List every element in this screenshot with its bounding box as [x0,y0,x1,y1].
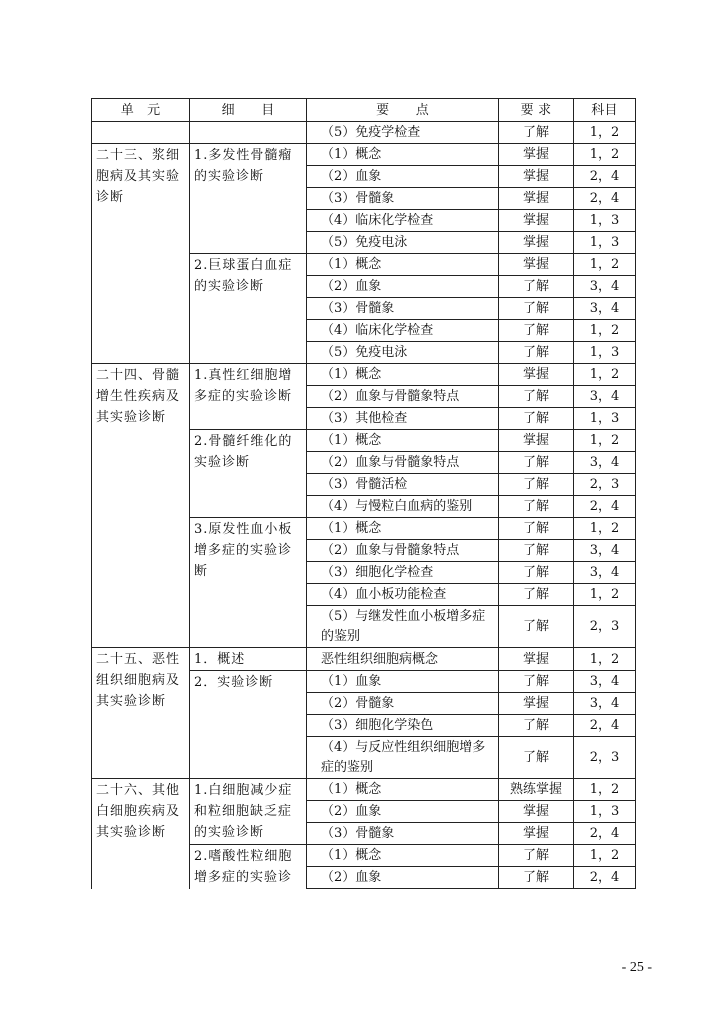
unit-cell: 二十三、浆细胞病及其实验诊断 [92,144,190,364]
point-cell: （2）骨髓象 [307,693,499,715]
point-cell: （2）血象与骨髓象特点 [307,452,499,474]
point-cell: （5）免疫电泳 [307,342,499,364]
page-number: - 25 - [621,960,652,975]
requirement-cell: 了解 [499,518,574,540]
subject-cell: 1，2 [574,518,636,540]
point-cell: （3）骨髓象 [307,823,499,845]
requirement-cell: 掌握 [499,210,574,232]
subject-cell: 1，2 [574,648,636,671]
point-cell: （3）骨髓象 [307,298,499,320]
subject-cell: 1，2 [574,320,636,342]
requirement-cell: 了解 [499,671,574,693]
point-cell: （4）与反应性组织细胞增多症的鉴别 [307,737,499,779]
requirement-cell: 了解 [499,452,574,474]
subject-cell: 1，3 [574,408,636,430]
table-row [92,779,636,801]
requirement-cell: 了解 [499,298,574,320]
point-cell: （5）免疫电泳 [307,232,499,254]
point-cell: （3）其他检查 [307,408,499,430]
subject-cell: 1，2 [574,144,636,166]
table-row [92,648,636,671]
point-cell: （2）血象与骨髓象特点 [307,386,499,408]
requirement-cell: 了解 [499,408,574,430]
requirement-cell: 掌握 [499,693,574,715]
requirement-cell: 掌握 [499,801,574,823]
subject-cell: 2，4 [574,715,636,737]
requirement-cell: 掌握 [499,364,574,386]
item-cell: 1．概述 [190,648,307,671]
table-row [92,364,636,386]
point-cell: （1）概念 [307,364,499,386]
subject-cell: 1，2 [574,430,636,452]
point-cell: （4）与慢粒白血病的鉴别 [307,496,499,518]
requirement-cell: 了解 [499,562,574,584]
subject-cell: 2，3 [574,474,636,496]
subject-cell: 3，4 [574,386,636,408]
point-cell: （4）临床化学检查 [307,210,499,232]
requirement-cell: 了解 [499,606,574,648]
subject-cell: 2，3 [574,606,636,648]
requirement-cell: 了解 [499,276,574,298]
table-row [92,144,636,166]
requirement-cell: 了解 [499,342,574,364]
requirement-cell: 掌握 [499,144,574,166]
subject-cell: 1，3 [574,801,636,823]
syllabus-table [91,98,636,889]
point-cell: （2）血象与骨髓象特点 [307,540,499,562]
requirement-cell: 了解 [499,737,574,779]
requirement-cell: 熟练掌握 [499,779,574,801]
header-subject: 科目 [574,99,636,122]
requirement-cell: 了解 [499,386,574,408]
unit-cell: 二十四、骨髓增生性疾病及其实验诊断 [92,364,190,648]
requirement-cell: 了解 [499,320,574,342]
subject-cell: 3，4 [574,276,636,298]
requirement-cell: 了解 [499,496,574,518]
subject-cell: 3，4 [574,452,636,474]
point-cell: （2）血象 [307,276,499,298]
item-cell: 2.嗜酸性粒细胞增多症的实验诊 [190,845,307,889]
subject-cell: 2，4 [574,823,636,845]
point-cell: （5）免疫学检查 [307,122,499,144]
requirement-cell: 了解 [499,715,574,737]
subject-cell: 1，2 [574,779,636,801]
requirement-cell: 了解 [499,867,574,889]
subject-cell: 1，3 [574,232,636,254]
requirement-cell: 掌握 [499,166,574,188]
item-cell: 2.巨球蛋白血症的实验诊断 [190,254,307,364]
subject-cell: 2，4 [574,188,636,210]
point-cell: （4）临床化学检查 [307,320,499,342]
unit-cell [92,122,190,144]
requirement-cell: 了解 [499,540,574,562]
subject-cell: 1，2 [574,122,636,144]
table-row [92,122,636,144]
item-cell: 2.骨髓纤维化的实验诊断 [190,430,307,518]
subject-cell: 2，3 [574,737,636,779]
subject-cell: 1，2 [574,364,636,386]
requirement-cell: 了解 [499,584,574,606]
requirement-cell: 了解 [499,474,574,496]
point-cell: 恶性组织细胞病概念 [307,648,499,671]
point-cell: （1）概念 [307,430,499,452]
item-cell: 1.多发性骨髓瘤的实验诊断 [190,144,307,254]
point-cell: （1）概念 [307,518,499,540]
header-point: 要 点 [307,99,499,122]
requirement-cell: 掌握 [499,648,574,671]
item-cell [190,122,307,144]
item-cell: 1.真性红细胞增多症的实验诊断 [190,364,307,430]
point-cell: （3）细胞化学染色 [307,715,499,737]
item-cell: 3.原发性血小板增多症的实验诊断 [190,518,307,648]
item-cell: 1.白细胞减少症和粒细胞缺乏症的实验诊断 [190,779,307,845]
subject-cell: 2，4 [574,166,636,188]
point-cell: （3）骨髓象 [307,188,499,210]
point-cell: （4）血小板功能检查 [307,584,499,606]
subject-cell: 1，2 [574,584,636,606]
point-cell: （3）骨髓活检 [307,474,499,496]
point-cell: （1）血象 [307,671,499,693]
requirement-cell: 了解 [499,122,574,144]
subject-cell: 2，4 [574,496,636,518]
header-unit: 单 元 [92,99,190,122]
subject-cell: 3，4 [574,540,636,562]
requirement-cell: 掌握 [499,430,574,452]
item-cell: 2．实验诊断 [190,671,307,779]
header-item: 细 目 [190,99,307,122]
subject-cell: 1，2 [574,254,636,276]
table-header-row [92,99,636,122]
header-requirement: 要 求 [499,99,574,122]
requirement-cell: 掌握 [499,188,574,210]
subject-cell: 3，4 [574,693,636,715]
point-cell: （5）与继发性血小板增多症的鉴别 [307,606,499,648]
point-cell: （1）概念 [307,254,499,276]
subject-cell: 1，3 [574,342,636,364]
subject-cell: 3，4 [574,298,636,320]
unit-cell: 二十六、其他白细胞疾病及其实验诊断 [92,779,190,889]
subject-cell: 1，3 [574,210,636,232]
requirement-cell: 了解 [499,845,574,867]
requirement-cell: 掌握 [499,254,574,276]
subject-cell: 1，2 [574,845,636,867]
point-cell: （1）概念 [307,144,499,166]
point-cell: （1）概念 [307,845,499,867]
point-cell: （2）血象 [307,867,499,889]
subject-cell: 3，4 [574,562,636,584]
subject-cell: 2，4 [574,867,636,889]
requirement-cell: 掌握 [499,232,574,254]
point-cell: （2）血象 [307,801,499,823]
requirement-cell: 掌握 [499,823,574,845]
point-cell: （2）血象 [307,166,499,188]
subject-cell: 3，4 [574,671,636,693]
point-cell: （3）细胞化学检查 [307,562,499,584]
point-cell: （1）概念 [307,779,499,801]
unit-cell: 二十五、恶性组织细胞病及其实验诊断 [92,648,190,779]
